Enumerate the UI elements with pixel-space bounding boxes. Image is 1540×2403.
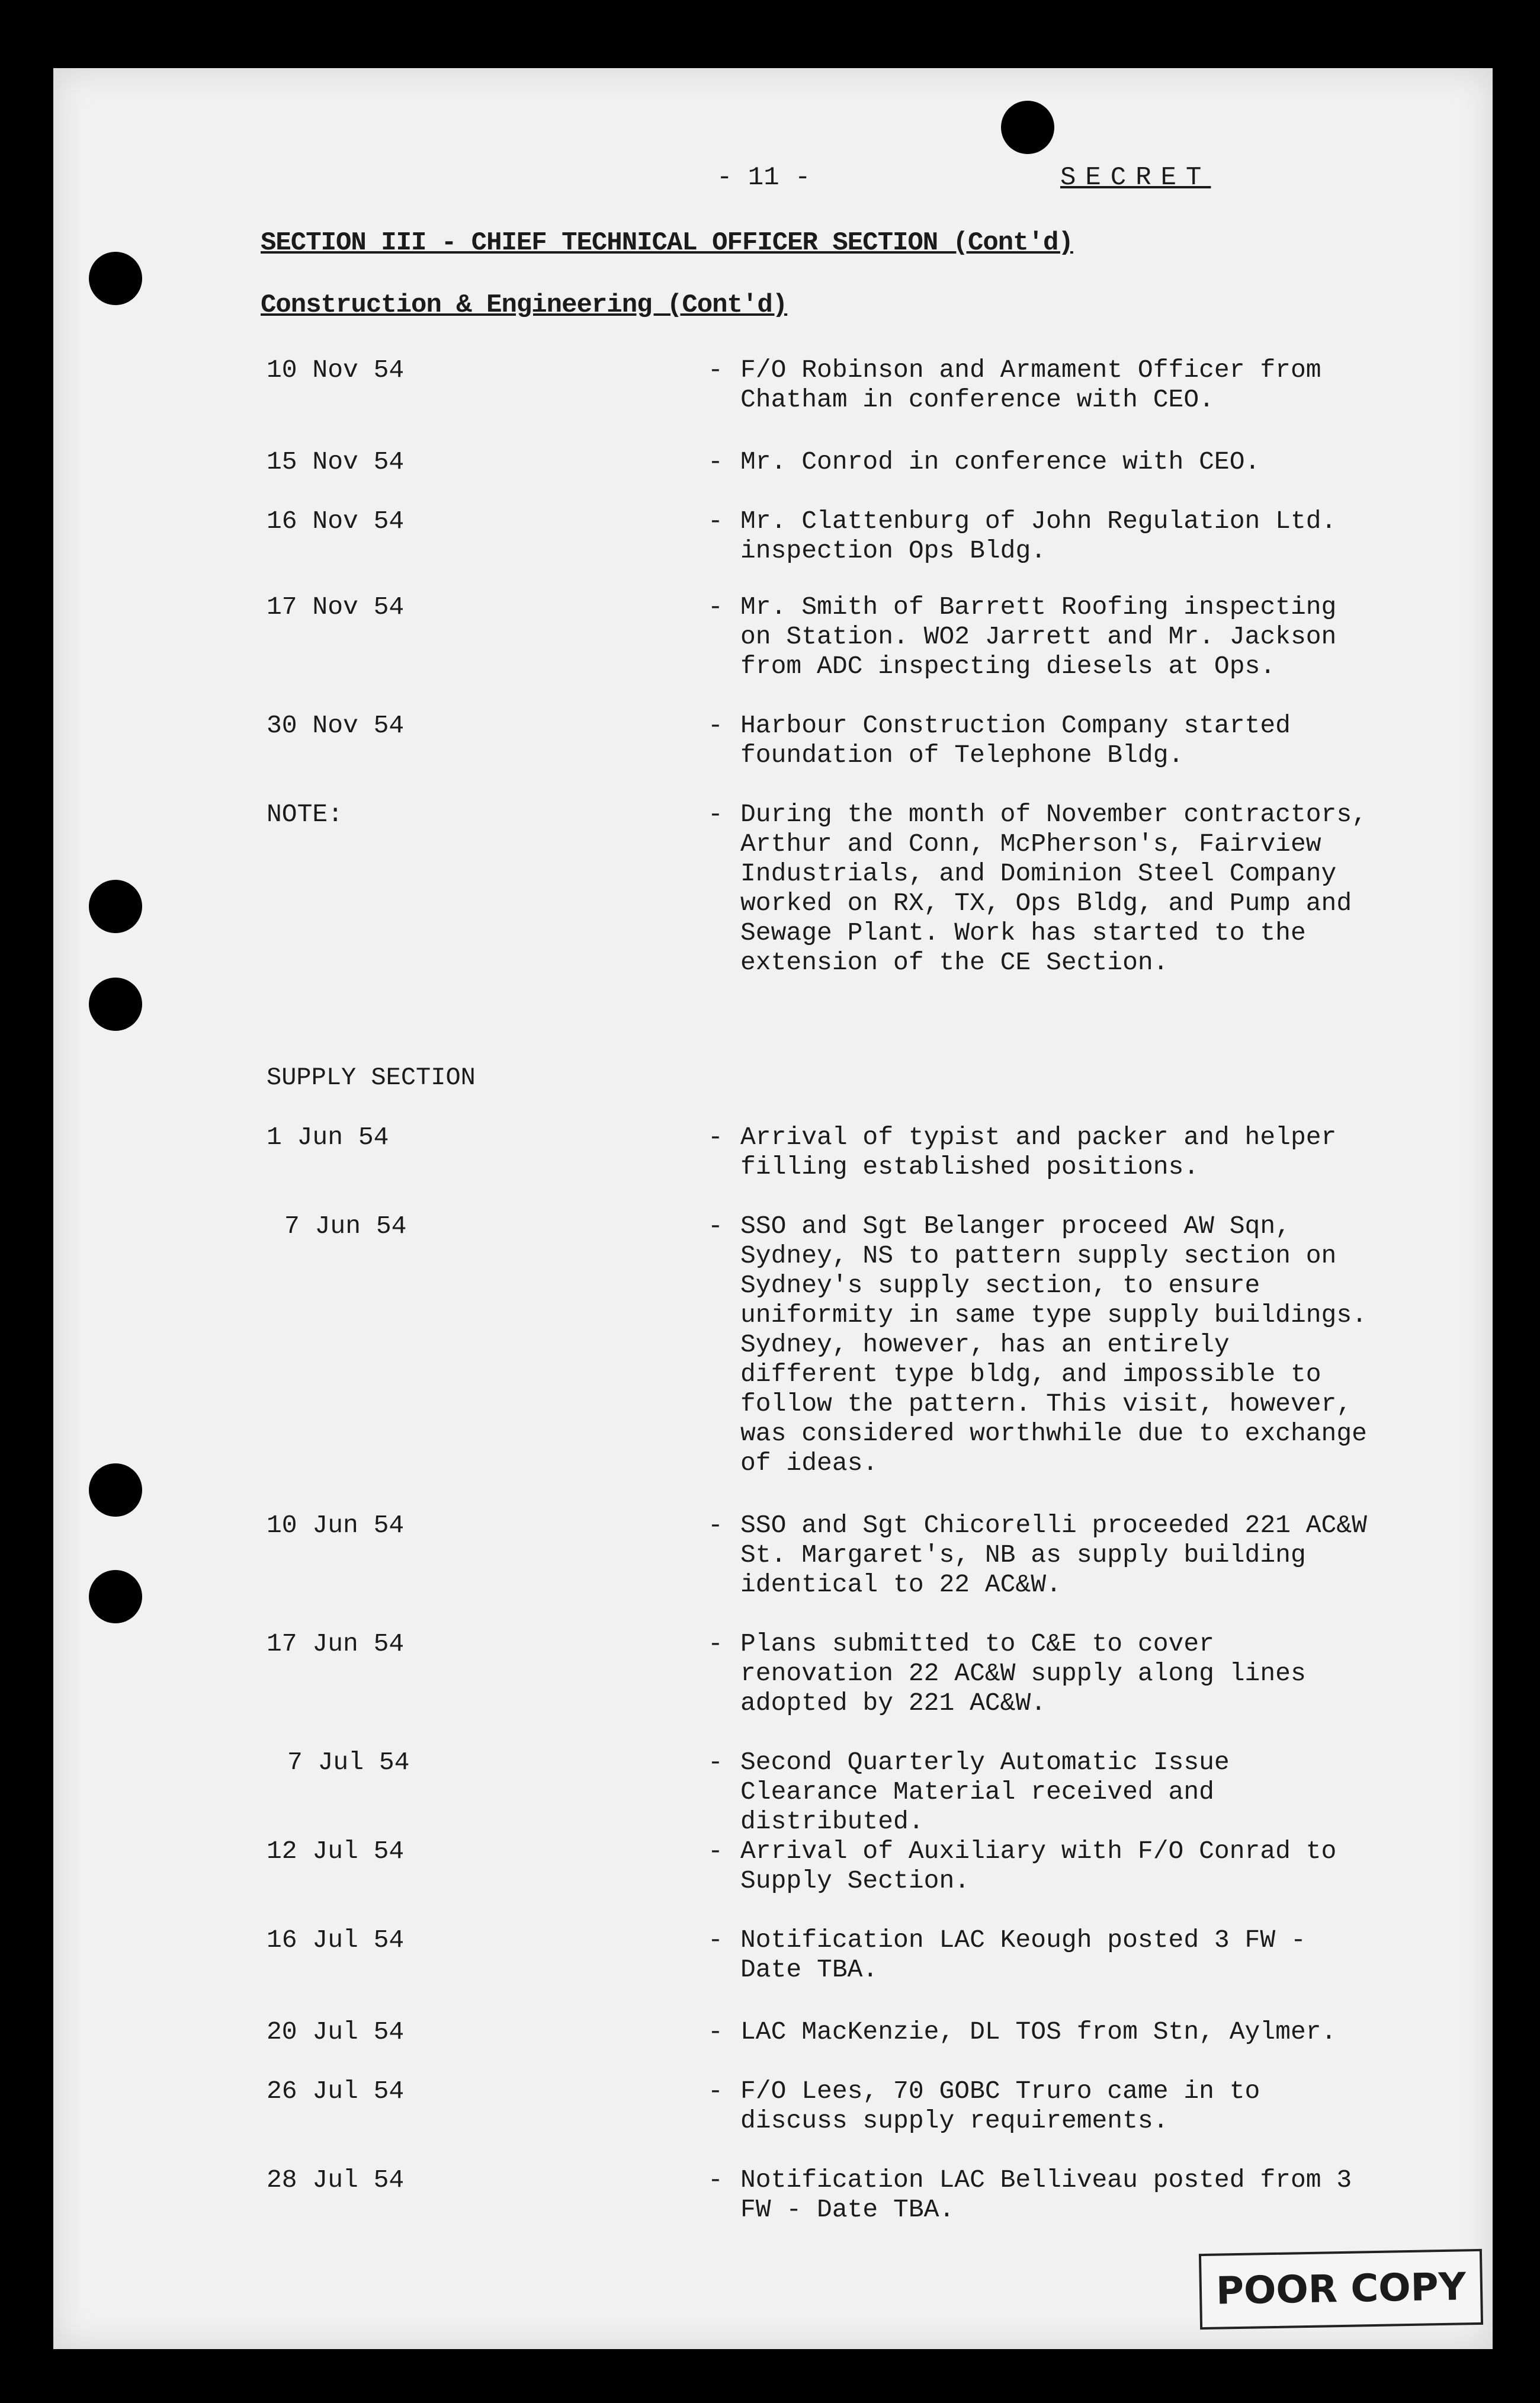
entry-text: SSO and Sgt Belanger proceed AW Sqn, Sydney, NS to pattern supply section on Sydney's supply section, to ensure uniformity in same type supply buildings. Sydney, however, has an entirely different type bldg, and impossible to follow the pattern. This visit, however, was considered worthwhile due to exchange of ideas. bbox=[740, 1212, 1367, 1478]
entry-dash: - bbox=[708, 1925, 723, 1955]
punch-hole bbox=[89, 978, 142, 1031]
entry-dash: - bbox=[708, 447, 723, 476]
entry-dash: - bbox=[708, 1123, 723, 1152]
entry-date: 16 Jul 54 bbox=[267, 1925, 405, 1955]
entry-text: LAC MacKenzie, DL TOS from Stn, Aylmer. bbox=[740, 2017, 1337, 2046]
entry-date: 10 Jun 54 bbox=[267, 1511, 405, 1540]
punch-hole bbox=[89, 1570, 142, 1623]
entry-date: 30 Nov 54 bbox=[267, 711, 405, 740]
entry-text: SSO and Sgt Chicorelli proceeded 221 AC&W St. Margaret's, NB as supply building identical to 22 AC&W. bbox=[740, 1511, 1367, 1599]
entry-dash: - bbox=[708, 1629, 723, 1658]
entry-date: 17 Nov 54 bbox=[267, 592, 405, 621]
entry-text: Mr. Conrod in conference with CEO. bbox=[740, 447, 1260, 476]
subsection-title: Construction & Engineering (Cont'd) bbox=[261, 290, 788, 320]
entry-text: During the month of November contractors, Arthur and Conn, McPherson's, Fairview Industrials, and Dominion Steel Company worked on RX, TX, Ops Bldg, and Pump and Sewage Plant. Work has started to the extension of the CE Section. bbox=[740, 800, 1367, 977]
entry-dash: - bbox=[708, 800, 723, 829]
entry-text: Arrival of Auxiliary with F/O Conrad to Supply Section. bbox=[740, 1837, 1337, 1895]
entry-date: 15 Nov 54 bbox=[267, 447, 405, 476]
classification-label: SECRET bbox=[1060, 163, 1211, 193]
entry-text: Notification LAC Keough posted 3 FW - Date TBA. bbox=[740, 1925, 1306, 1984]
entry-dash: - bbox=[708, 1837, 723, 1866]
entry-dash: - bbox=[708, 355, 723, 385]
entry-dash: - bbox=[708, 2165, 723, 2194]
entry-text: Harbour Construction Company started foundation of Telephone Bldg. bbox=[740, 711, 1291, 770]
entry-date: 7 Jun 54 bbox=[284, 1212, 407, 1241]
entry-text: F/O Robinson and Armament Officer from Chatham in conference with CEO. bbox=[740, 355, 1321, 414]
entry-dash: - bbox=[708, 1511, 723, 1540]
entry-text: Second Quarterly Automatic Issue Clearance Material received and distributed. bbox=[740, 1748, 1230, 1836]
entry-text: Mr. Smith of Barrett Roofing inspecting on Station. WO2 Jarrett and Mr. Jackson from ADC inspecting diesels at Ops. bbox=[740, 592, 1337, 681]
entry-date: 7 Jul 54 bbox=[287, 1748, 410, 1777]
entry-date: 1 Jun 54 bbox=[267, 1123, 389, 1152]
supply-section-label: SUPPLY SECTION bbox=[267, 1063, 476, 1092]
entry-dash: - bbox=[708, 592, 723, 621]
poor-copy-stamp: POOR COPY bbox=[1199, 2249, 1483, 2330]
entry-text: Notification LAC Belliveau posted from 3 FW - Date TBA. bbox=[740, 2165, 1352, 2224]
entry-date: 26 Jul 54 bbox=[267, 2077, 405, 2106]
entry-date: 20 Jul 54 bbox=[267, 2017, 405, 2046]
entry-dash: - bbox=[708, 711, 723, 740]
entry-dash: - bbox=[708, 507, 723, 536]
entry-date: 16 Nov 54 bbox=[267, 507, 405, 536]
entry-text: F/O Lees, 70 GOBC Truro came in to discuss supply requirements. bbox=[740, 2077, 1260, 2135]
entry-text: Plans submitted to C&E to cover renovation 22 AC&W supply along lines adopted by 221 AC&W. bbox=[740, 1629, 1306, 1718]
entry-dash: - bbox=[708, 1748, 723, 1777]
punch-hole bbox=[89, 880, 142, 933]
punch-hole bbox=[89, 1463, 142, 1517]
entry-date: NOTE: bbox=[267, 800, 344, 829]
entry-text: Mr. Clattenburg of John Regulation Ltd. inspection Ops Bldg. bbox=[740, 507, 1337, 565]
entry-date: 17 Jun 54 bbox=[267, 1629, 405, 1658]
entry-dash: - bbox=[708, 2017, 723, 2046]
section-title: SECTION III - CHIEF TECHNICAL OFFICER SECTION (Cont'd) bbox=[261, 228, 1073, 258]
entry-text: Arrival of typist and packer and helper filling established positions. bbox=[740, 1123, 1337, 1181]
entry-dash: - bbox=[708, 1212, 723, 1241]
entry-date: 10 Nov 54 bbox=[267, 355, 405, 385]
entry-date: 12 Jul 54 bbox=[267, 1837, 405, 1866]
punch-hole bbox=[89, 252, 142, 305]
entry-date: 28 Jul 54 bbox=[267, 2165, 405, 2194]
entry-dash: - bbox=[708, 2077, 723, 2106]
page-number: - 11 - bbox=[717, 163, 811, 193]
punch-hole bbox=[1001, 101, 1054, 154]
